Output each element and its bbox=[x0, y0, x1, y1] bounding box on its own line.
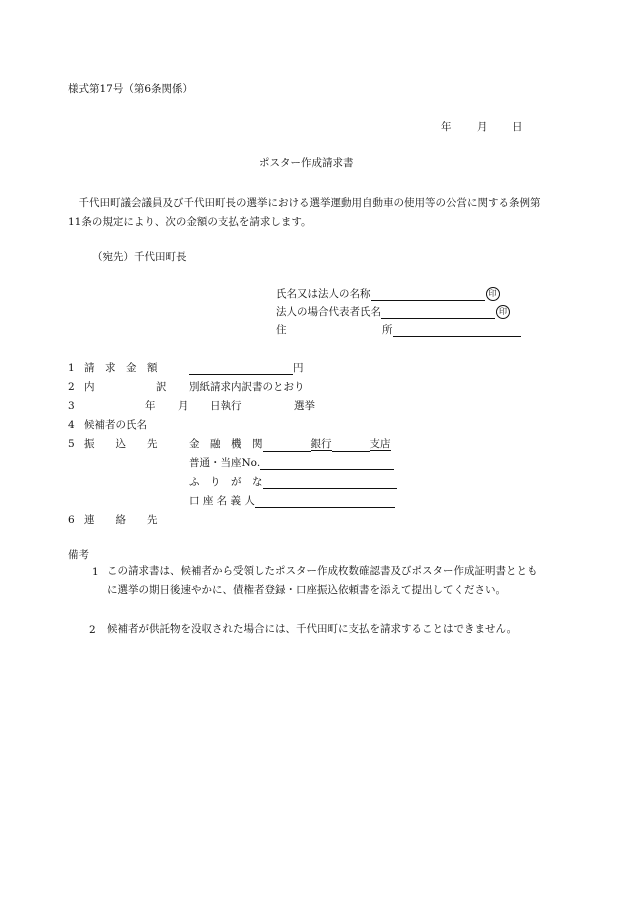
date-year: 年 bbox=[441, 121, 452, 133]
remark-1-num: 1 bbox=[92, 566, 99, 578]
item-5-label: 振 込 先 bbox=[84, 438, 158, 450]
remark-2-text: 候補者が供託物を没収された場合には、千代田町に支払を請求することはできません。 bbox=[107, 623, 518, 635]
item-6-label: 連 絡 先 bbox=[84, 514, 158, 526]
claimant-address-label-1: 住 bbox=[276, 324, 287, 336]
amount-unit: 円 bbox=[293, 362, 304, 374]
item-2-value: 別紙請求内訳書のとおり bbox=[189, 381, 305, 393]
item-5-num: 5 bbox=[68, 438, 75, 450]
document-title: ポスター作成請求書 bbox=[259, 157, 354, 169]
item-2-num: 2 bbox=[68, 381, 75, 393]
seal-mark-icon: 印 bbox=[486, 287, 500, 301]
form-number: 様式第17号（第6条関係） bbox=[68, 83, 194, 95]
account-holder-row bbox=[189, 494, 395, 508]
claimant-rep-label: 法人の場合代表者氏名 bbox=[276, 306, 381, 318]
claimant-address-line[interactable] bbox=[393, 324, 521, 337]
item-1-label: 請 求 金 額 bbox=[84, 362, 158, 374]
account-label: 普通・当座No. bbox=[189, 457, 261, 469]
claimant-address-field bbox=[382, 323, 521, 337]
item-4-num: 4 bbox=[68, 419, 75, 431]
seal-mark-icon: 印 bbox=[496, 305, 510, 319]
item-3-election: 選挙 bbox=[294, 400, 315, 412]
item-4-label: 候補者の氏名 bbox=[84, 419, 147, 431]
bank-name-line[interactable] bbox=[263, 439, 311, 452]
claimant-address-row bbox=[276, 323, 287, 337]
item-1-field bbox=[189, 361, 304, 375]
item-6-num: 6 bbox=[68, 514, 75, 526]
furigana-label: ふ り が な bbox=[189, 476, 263, 488]
item-3-month: 月 bbox=[178, 400, 189, 412]
body-text: 千代田町議会議員及び千代田町長の選挙における選挙運動用自動車の使用等の公営に関する条例第11条の規定により、次の金額の支払を請求します。 bbox=[68, 197, 541, 228]
item-3-day: 日執行 bbox=[210, 400, 242, 412]
claimant-address-label-2: 所 bbox=[382, 324, 393, 336]
bank-suffix: 銀行 bbox=[310, 438, 332, 450]
remarks-heading: 備考 bbox=[68, 549, 89, 561]
item-2-label-a: 内 bbox=[84, 381, 95, 393]
remark-2-num: 2 bbox=[89, 624, 96, 636]
claimant-name-label: 氏名又は法人の名称 bbox=[276, 288, 371, 300]
item-3-num: 3 bbox=[68, 400, 75, 412]
furigana-line[interactable] bbox=[263, 476, 397, 489]
branch-suffix: 支店 bbox=[369, 438, 391, 450]
claimant-name-line[interactable] bbox=[371, 288, 485, 301]
date-day: 日 bbox=[512, 121, 523, 133]
date-month: 月 bbox=[477, 121, 488, 133]
claimant-rep-row bbox=[276, 305, 510, 319]
addressee: （宛先）千代田町長 bbox=[92, 251, 187, 263]
account-holder-line[interactable] bbox=[255, 495, 395, 508]
furigana-row bbox=[189, 475, 397, 489]
account-number-line[interactable] bbox=[260, 457, 394, 470]
item-1-num: 1 bbox=[68, 362, 75, 374]
account-row bbox=[189, 456, 394, 470]
branch-name-line[interactable] bbox=[332, 439, 370, 452]
bank-label: 金 融 機 関 bbox=[189, 438, 263, 450]
claim-amount-line[interactable] bbox=[189, 362, 293, 375]
bank-row bbox=[189, 437, 391, 452]
item-2-label-b: 訳 bbox=[156, 381, 167, 393]
claimant-rep-line[interactable] bbox=[381, 306, 495, 319]
item-3-year: 年 bbox=[145, 400, 156, 412]
remark-1-text: この請求書は、候補者から受領したポスター作成枚数確認書及びポスター作成証明書とともに選挙の期日後速やかに、債権者登録・口座振込依頼書を添えて提出してください。 bbox=[107, 565, 538, 596]
claimant-name-row bbox=[276, 287, 500, 301]
account-holder-label: 口 座 名 義 人 bbox=[189, 495, 255, 507]
